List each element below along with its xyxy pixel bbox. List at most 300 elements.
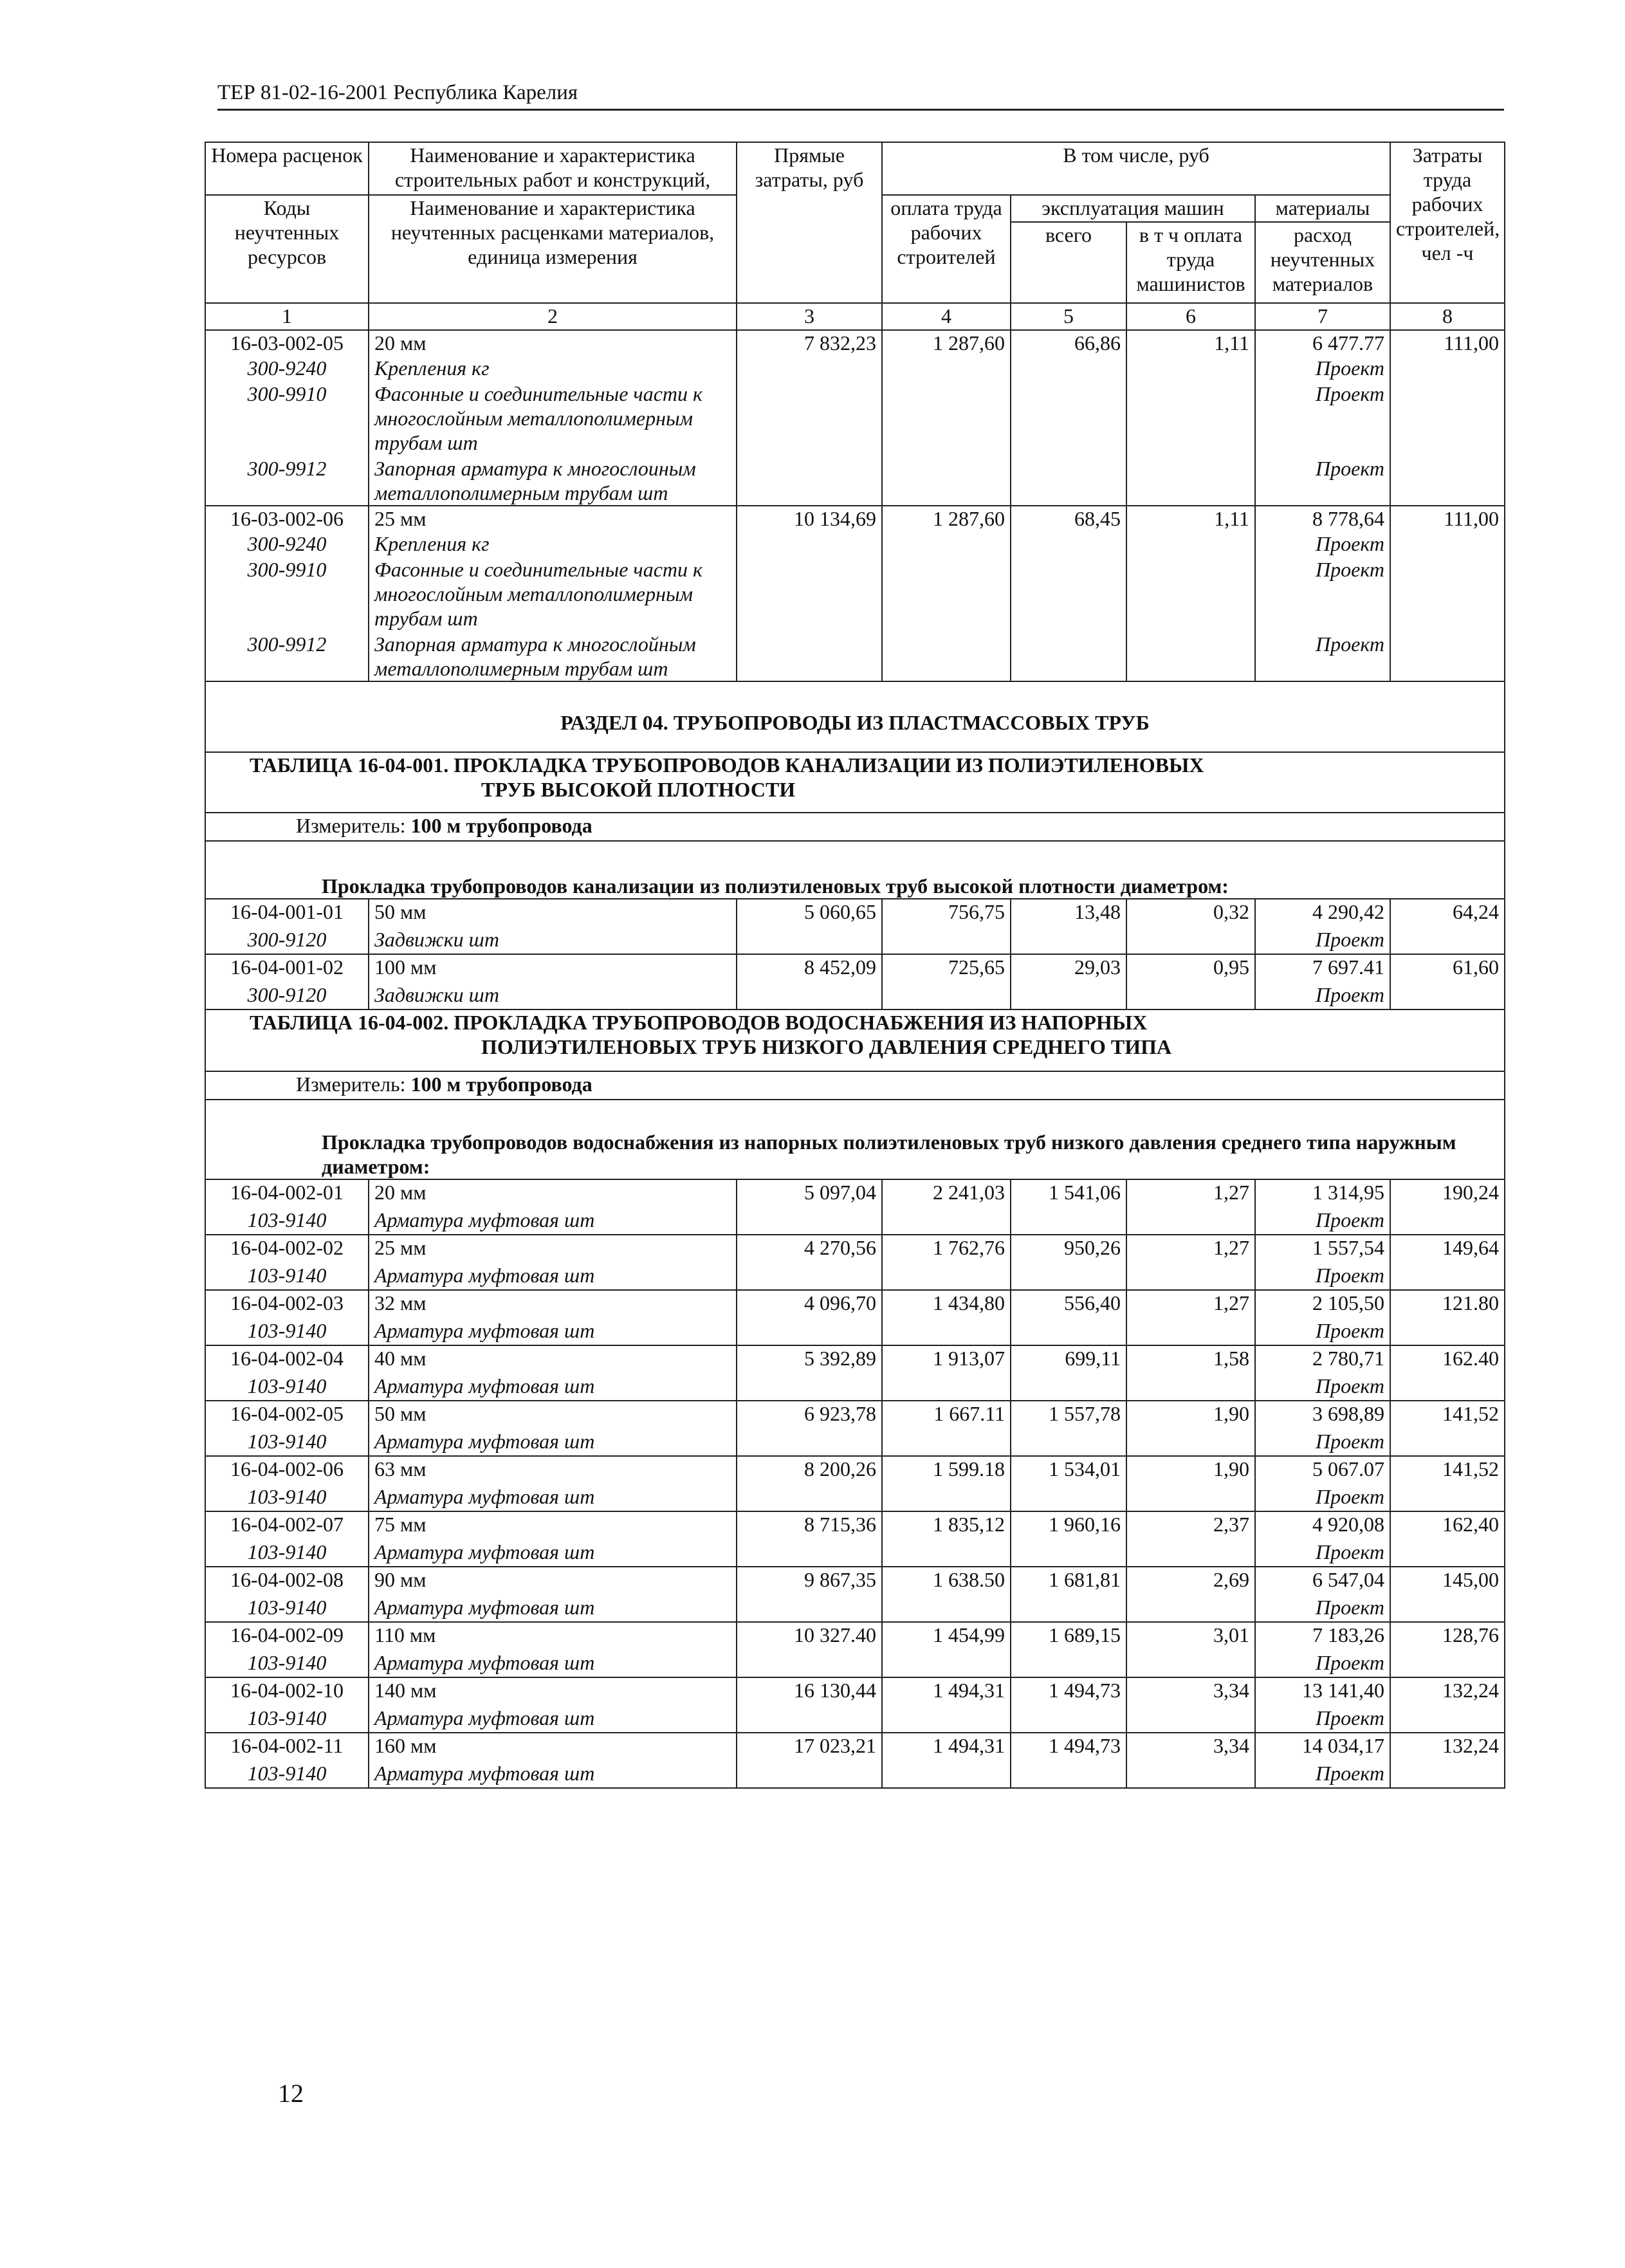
empty-cell (1011, 456, 1126, 506)
table-meter (205, 813, 1505, 841)
rate-name: 160 мм (369, 1733, 737, 1761)
column-number: 2 (369, 303, 737, 330)
empty-cell (1390, 1318, 1505, 1345)
empty-cell (1126, 456, 1255, 506)
meter-value: 100 м трубопровода (410, 1073, 592, 1096)
empty-cell (1011, 356, 1126, 382)
resource-name: Арматура муфтовая шт (369, 1208, 737, 1235)
rate-code: 16-04-002-05 (205, 1401, 369, 1429)
value-v8: 64,24 (1390, 899, 1505, 927)
resource-row (205, 1374, 1505, 1401)
rate-name: 25 мм (369, 1235, 737, 1263)
resource-project: Проект (1255, 1318, 1390, 1345)
table-title (205, 1010, 1505, 1071)
resource-row (205, 1484, 1505, 1511)
empty-cell (882, 1484, 1011, 1511)
rate-code: 16-04-002-07 (205, 1511, 369, 1540)
value-v7: 4 290,42 (1255, 899, 1390, 927)
empty-cell (1011, 1761, 1126, 1788)
resource-name: Арматура муфтовая шт (369, 1540, 737, 1567)
value-v7: 1 557,54 (1255, 1235, 1390, 1263)
resource-name: Арматура муфтовая шт (369, 1429, 737, 1456)
value-v8: 149,64 (1390, 1235, 1505, 1263)
empty-cell (1390, 1208, 1505, 1235)
resource-project: Проект (1255, 1429, 1390, 1456)
rate-name: 100 мм (369, 954, 737, 982)
value-v5: 1 681,81 (1011, 1567, 1126, 1595)
empty-cell (1390, 1484, 1505, 1511)
resource-row (205, 632, 1505, 681)
value-v6: 3,34 (1126, 1733, 1255, 1761)
empty-cell (1126, 1761, 1255, 1788)
value-v6: 1,90 (1126, 1456, 1255, 1484)
rate-row (205, 1401, 1505, 1429)
value-v5: 1 494,73 (1011, 1733, 1126, 1761)
empty-cell (737, 982, 882, 1010)
value-v8: 132,24 (1390, 1733, 1505, 1761)
value-v6: 2,69 (1126, 1567, 1255, 1595)
header-machines-total: всего (1011, 222, 1126, 303)
value-v6: 1,90 (1126, 1401, 1255, 1429)
rate-name: 20 мм (369, 1179, 737, 1208)
value-v7: 5 067.07 (1255, 1456, 1390, 1484)
table-meter (205, 1071, 1505, 1100)
value-v5: 66,86 (1011, 330, 1126, 356)
table-meter (205, 813, 1505, 841)
resource-row (205, 557, 1505, 632)
resource-project: Проект (1255, 356, 1390, 382)
value-v5: 13,48 (1011, 899, 1126, 927)
empty-cell (1011, 1429, 1126, 1456)
resource-row (205, 1706, 1505, 1733)
value-v3: 8 452,09 (737, 954, 882, 982)
header-rate-numbers: Номера расценок (205, 142, 369, 195)
value-v4: 756,75 (882, 899, 1011, 927)
rate-name: 50 мм (369, 1401, 737, 1429)
empty-cell (1011, 1484, 1126, 1511)
value-v3: 9 867,35 (737, 1567, 882, 1595)
value-v4: 1 599.18 (882, 1456, 1011, 1484)
rate-row (205, 1733, 1505, 1761)
value-v4: 1 762,76 (882, 1235, 1011, 1263)
resource-project: Проект (1255, 1595, 1390, 1622)
value-v3: 10 327.40 (737, 1622, 882, 1650)
meter-label: Измеритель: (296, 1073, 406, 1096)
value-v4: 1 913,07 (882, 1345, 1011, 1374)
value-v7: 6 547,04 (1255, 1567, 1390, 1595)
empty-cell (1390, 1706, 1505, 1733)
empty-cell (1390, 557, 1505, 632)
header-material-name: Наименование и характеристика неучтенных расценками материалов, единица измерения (369, 195, 737, 303)
resource-row (205, 382, 1505, 456)
value-v5: 699,11 (1011, 1345, 1126, 1374)
empty-cell (737, 1540, 882, 1567)
empty-cell (1390, 1761, 1505, 1788)
rate-name: 110 мм (369, 1622, 737, 1650)
resource-row (205, 356, 1505, 382)
empty-cell (1126, 1208, 1255, 1235)
table-title-line2: ТРУБ ВЫСОКОЙ ПЛОТНОСТИ (481, 778, 796, 801)
rate-row (205, 1511, 1505, 1540)
resource-row (205, 1263, 1505, 1290)
column-number: 1 (205, 303, 369, 330)
empty-cell (882, 927, 1011, 954)
empty-cell (882, 356, 1011, 382)
empty-cell (1126, 531, 1255, 557)
rate-row (205, 954, 1505, 982)
value-v8: 141,52 (1390, 1456, 1505, 1484)
empty-cell (1011, 982, 1126, 1010)
resource-name: Крепления кг (369, 531, 737, 557)
resource-project: Проект (1255, 1208, 1390, 1235)
rate-row (205, 1456, 1505, 1484)
value-v4: 1 494,31 (882, 1733, 1011, 1761)
resource-project: Проект (1255, 557, 1390, 632)
value-v3: 16 130,44 (737, 1677, 882, 1706)
value-v8: 111,00 (1390, 330, 1505, 356)
empty-cell (1011, 531, 1126, 557)
empty-cell (882, 1374, 1011, 1401)
rate-code: 16-04-002-04 (205, 1345, 369, 1374)
resource-row (205, 1540, 1505, 1567)
resource-row (205, 531, 1505, 557)
header-materials: материалы (1255, 195, 1390, 222)
rate-code: 16-04-002-02 (205, 1235, 369, 1263)
value-v5: 1 960,16 (1011, 1511, 1126, 1540)
empty-cell (1011, 1706, 1126, 1733)
header-including: В том числе, руб (882, 142, 1390, 195)
resource-project: Проект (1255, 1484, 1390, 1511)
empty-cell (1390, 382, 1505, 456)
resource-project: Проект (1255, 982, 1390, 1010)
resource-name: Арматура муфтовая шт (369, 1706, 737, 1733)
resource-code: 103-9140 (205, 1374, 369, 1401)
resource-name: Запорная арматура к многослоиным металлополимерным трубам шт (369, 456, 737, 506)
empty-cell (1390, 1595, 1505, 1622)
resource-project: Проект (1255, 1263, 1390, 1290)
column-number: 7 (1255, 303, 1390, 330)
rate-name: 90 мм (369, 1567, 737, 1595)
resource-code: 103-9140 (205, 1208, 369, 1235)
empty-cell (882, 1761, 1011, 1788)
resource-code: 103-9140 (205, 1761, 369, 1788)
value-v8: 190,24 (1390, 1179, 1505, 1208)
value-v6: 1,27 (1126, 1235, 1255, 1263)
resource-row (205, 927, 1505, 954)
rate-code: 16-04-002-01 (205, 1179, 369, 1208)
value-v6: 0,32 (1126, 899, 1255, 927)
value-v8: 162.40 (1390, 1345, 1505, 1374)
resource-code: 300-9912 (205, 456, 369, 506)
empty-cell (1390, 1650, 1505, 1677)
value-v7: 13 141,40 (1255, 1677, 1390, 1706)
value-v7: 1 314,95 (1255, 1179, 1390, 1208)
rate-row (205, 1622, 1505, 1650)
meter-value: 100 м трубопровода (410, 814, 592, 837)
empty-cell (1126, 382, 1255, 456)
resource-project: Проект (1255, 1374, 1390, 1401)
rate-row (205, 1179, 1505, 1208)
rate-code: 16-04-001-01 (205, 899, 369, 927)
empty-cell (1390, 1429, 1505, 1456)
header-worker-pay: оплата труда рабочих строителей (882, 195, 1011, 303)
empty-cell (737, 531, 882, 557)
resource-code: 300-9910 (205, 557, 369, 632)
empty-cell (1126, 1318, 1255, 1345)
value-v5: 1 557,78 (1011, 1401, 1126, 1429)
empty-cell (882, 1706, 1011, 1733)
empty-cell (1126, 557, 1255, 632)
resource-project: Проект (1255, 1540, 1390, 1567)
rate-name: 32 мм (369, 1290, 737, 1318)
resource-row (205, 1208, 1505, 1235)
value-v7: 3 698,89 (1255, 1401, 1390, 1429)
empty-cell (1011, 1374, 1126, 1401)
rates-table (205, 142, 1505, 1789)
value-v7: 7 183,26 (1255, 1622, 1390, 1650)
column-number: 5 (1011, 303, 1126, 330)
empty-cell (882, 1540, 1011, 1567)
empty-cell (1011, 1540, 1126, 1567)
header-labor-costs: Затраты труда рабочих строителей, чел -ч (1390, 142, 1505, 303)
empty-cell (882, 456, 1011, 506)
resource-code: 300-9120 (205, 927, 369, 954)
value-v6: 0,95 (1126, 954, 1255, 982)
resource-code: 103-9140 (205, 1595, 369, 1622)
empty-cell (1390, 356, 1505, 382)
rate-code: 16-04-002-10 (205, 1677, 369, 1706)
empty-cell (737, 1429, 882, 1456)
resource-code: 300-9120 (205, 982, 369, 1010)
value-v4: 725,65 (882, 954, 1011, 982)
empty-cell (882, 557, 1011, 632)
column-number: 3 (737, 303, 882, 330)
empty-cell (882, 1318, 1011, 1345)
rate-name: 75 мм (369, 1511, 737, 1540)
table-title (205, 1010, 1505, 1071)
rate-row (205, 1290, 1505, 1318)
value-v3: 7 832,23 (737, 330, 882, 356)
resource-row (205, 456, 1505, 506)
empty-cell (737, 632, 882, 681)
header-unaccounted-materials: расход неучтенных материалов (1255, 222, 1390, 303)
value-v5: 556,40 (1011, 1290, 1126, 1318)
rate-code: 16-03-002-05 (205, 330, 369, 356)
rate-code: 16-04-001-02 (205, 954, 369, 982)
value-v7: 2 780,71 (1255, 1345, 1390, 1374)
resource-project: Проект (1255, 1761, 1390, 1788)
empty-cell (737, 1484, 882, 1511)
resource-name: Фасонные и соединительные части к многослойным металлополимерным трубам шт (369, 557, 737, 632)
resource-code: 103-9140 (205, 1650, 369, 1677)
value-v6: 1,27 (1126, 1179, 1255, 1208)
empty-cell (1390, 1540, 1505, 1567)
value-v7: 14 034,17 (1255, 1733, 1390, 1761)
rate-code: 16-04-002-03 (205, 1290, 369, 1318)
rate-code: 16-04-002-06 (205, 1456, 369, 1484)
column-number: 8 (1390, 303, 1505, 330)
resource-row (205, 1761, 1505, 1788)
resource-name: Задвижки шт (369, 982, 737, 1010)
empty-cell (737, 1374, 882, 1401)
empty-cell (1011, 927, 1126, 954)
resource-code: 300-9912 (205, 632, 369, 681)
empty-cell (882, 1650, 1011, 1677)
resource-code: 103-9140 (205, 1484, 369, 1511)
resource-code: 103-9140 (205, 1318, 369, 1345)
resource-row (205, 1650, 1505, 1677)
resource-row (205, 1429, 1505, 1456)
value-v5: 950,26 (1011, 1235, 1126, 1263)
empty-cell (1390, 632, 1505, 681)
table-meter (205, 1071, 1505, 1100)
empty-cell (1011, 382, 1126, 456)
rate-row (205, 506, 1505, 531)
empty-cell (737, 1208, 882, 1235)
rate-name: 50 мм (369, 899, 737, 927)
empty-cell (1011, 632, 1126, 681)
resource-name: Арматура муфтовая шт (369, 1318, 737, 1345)
resource-name: Арматура муфтовая шт (369, 1650, 737, 1677)
meter-label: Измеритель: (296, 814, 406, 837)
empty-cell (1126, 1706, 1255, 1733)
resource-name: Арматура муфтовая шт (369, 1374, 737, 1401)
resource-row (205, 982, 1505, 1010)
resource-project: Проект (1255, 456, 1390, 506)
empty-cell (737, 1263, 882, 1290)
empty-cell (1390, 1374, 1505, 1401)
value-v8: 145,00 (1390, 1567, 1505, 1595)
value-v8: 128,76 (1390, 1622, 1505, 1650)
empty-cell (1390, 927, 1505, 954)
value-v8: 61,60 (1390, 954, 1505, 982)
value-v4: 1 454,99 (882, 1622, 1011, 1650)
resource-name: Арматура муфтовая шт (369, 1761, 737, 1788)
resource-code: 103-9140 (205, 1540, 369, 1567)
empty-cell (737, 356, 882, 382)
table-title-line1: ТАБЛИЦА 16-04-002. ПРОКЛАДКА ТРУБОПРОВОДОВ ВОДОСНАБЖЕНИЯ ИЗ НАПОРНЫХ (250, 1011, 1148, 1034)
empty-cell (737, 927, 882, 954)
resource-project: Проект (1255, 632, 1390, 681)
empty-cell (1126, 927, 1255, 954)
empty-cell (1011, 1595, 1126, 1622)
empty-cell (1126, 982, 1255, 1010)
value-v6: 1,11 (1126, 506, 1255, 531)
empty-cell (882, 382, 1011, 456)
empty-cell (1390, 982, 1505, 1010)
empty-cell (1011, 1318, 1126, 1345)
resource-project: Проект (1255, 1650, 1390, 1677)
value-v7: 8 778,64 (1255, 506, 1390, 531)
column-number: 4 (882, 303, 1011, 330)
rate-row (205, 1345, 1505, 1374)
resource-project: Проект (1255, 1706, 1390, 1733)
value-v3: 5 097,04 (737, 1179, 882, 1208)
empty-cell (737, 1318, 882, 1345)
value-v6: 1,58 (1126, 1345, 1255, 1374)
rate-name: 20 мм (369, 330, 737, 356)
resource-name: Арматура муфтовая шт (369, 1595, 737, 1622)
rate-name: 140 мм (369, 1677, 737, 1706)
value-v3: 8 715,36 (737, 1511, 882, 1540)
table-subtitle (205, 841, 1505, 899)
empty-cell (882, 531, 1011, 557)
value-v6: 1,27 (1126, 1290, 1255, 1318)
value-v6: 3,34 (1126, 1677, 1255, 1706)
rate-row (205, 899, 1505, 927)
empty-cell (1390, 1263, 1505, 1290)
resource-project: Проект (1255, 927, 1390, 954)
resource-name: Арматура муфтовая шт (369, 1263, 737, 1290)
value-v6: 1,11 (1126, 330, 1255, 356)
empty-cell (882, 1263, 1011, 1290)
column-numbers-row (205, 303, 1505, 330)
rate-name: 63 мм (369, 1456, 737, 1484)
value-v4: 1 494,31 (882, 1677, 1011, 1706)
empty-cell (1011, 557, 1126, 632)
rate-name: 40 мм (369, 1345, 737, 1374)
table-subtitle (205, 1100, 1505, 1179)
empty-cell (737, 1706, 882, 1733)
rate-row (205, 1567, 1505, 1595)
rate-name: 25 мм (369, 506, 737, 531)
empty-cell (1011, 1263, 1126, 1290)
resource-code: 103-9140 (205, 1263, 369, 1290)
value-v5: 1 541,06 (1011, 1179, 1126, 1208)
resource-row (205, 1318, 1505, 1345)
header-work-name: Наименование и характеристика строительных работ и конструкций, (369, 142, 737, 195)
page-number: 12 (278, 2079, 304, 2108)
rate-code: 16-04-002-08 (205, 1567, 369, 1595)
empty-cell (882, 1429, 1011, 1456)
table-title (205, 752, 1505, 813)
empty-cell (882, 1208, 1011, 1235)
resource-code: 103-9140 (205, 1429, 369, 1456)
header-resource-codes: Коды неучтенных ресурсов (205, 195, 369, 303)
value-v5: 29,03 (1011, 954, 1126, 982)
resource-name: Арматура муфтовая шт (369, 1484, 737, 1511)
value-v5: 68,45 (1011, 506, 1126, 531)
resource-code: 300-9240 (205, 356, 369, 382)
value-v4: 1 835,12 (882, 1511, 1011, 1540)
empty-cell (1390, 456, 1505, 506)
value-v7: 6 477.77 (1255, 330, 1390, 356)
value-v3: 4 096,70 (737, 1290, 882, 1318)
rate-row (205, 1677, 1505, 1706)
empty-cell (1126, 1650, 1255, 1677)
section-title: РАЗДЕЛ 04. ТРУБОПРОВОДЫ ИЗ ПЛАСТМАССОВЫХ ТРУБ (205, 681, 1505, 752)
value-v7: 4 920,08 (1255, 1511, 1390, 1540)
value-v4: 1 638.50 (882, 1567, 1011, 1595)
value-v3: 5 060,65 (737, 899, 882, 927)
empty-cell (737, 456, 882, 506)
value-v4: 1 434,80 (882, 1290, 1011, 1318)
empty-cell (737, 1650, 882, 1677)
value-v4: 1 667.11 (882, 1401, 1011, 1429)
resource-project: Проект (1255, 531, 1390, 557)
value-v5: 1 494,73 (1011, 1677, 1126, 1706)
resource-code: 300-9910 (205, 382, 369, 456)
table-title-line2: ПОЛИЭТИЛЕНОВЫХ ТРУБ НИЗКОГО ДАВЛЕНИЯ СРЕДНЕГО ТИПА (481, 1035, 1172, 1058)
empty-cell (1126, 1429, 1255, 1456)
rate-code: 16-04-002-09 (205, 1622, 369, 1650)
resource-code: 103-9140 (205, 1706, 369, 1733)
empty-cell (1126, 1484, 1255, 1511)
value-v3: 17 023,21 (737, 1733, 882, 1761)
empty-cell (1126, 1595, 1255, 1622)
resource-name: Задвижки шт (369, 927, 737, 954)
table-title (205, 752, 1505, 813)
